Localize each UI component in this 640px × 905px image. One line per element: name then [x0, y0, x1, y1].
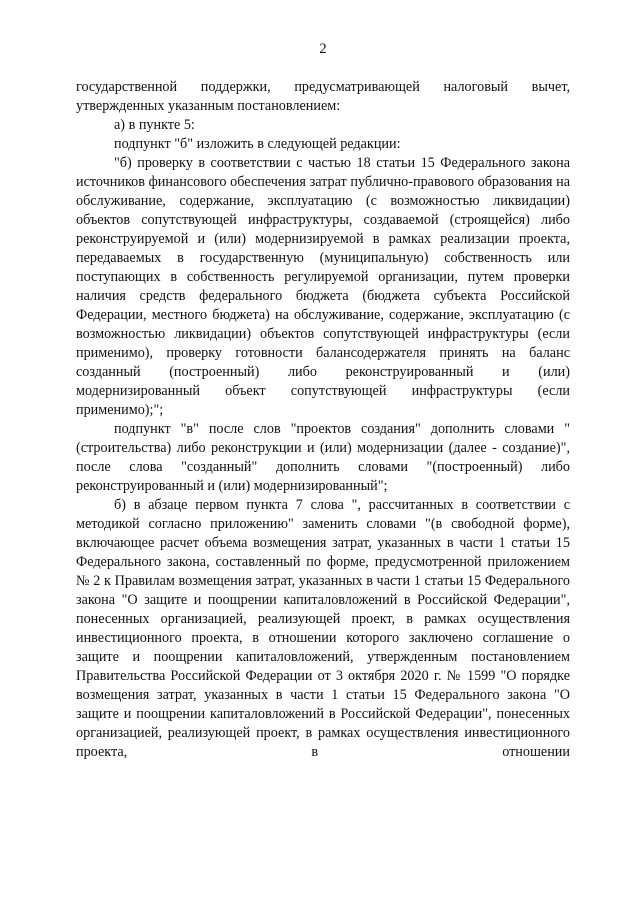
page-number: 2: [319, 41, 327, 57]
document-body: [76, 78, 570, 762]
paragraph-4: "б) проверку в соответствии с частью 18 статьи 15 Федерального закона источников финансового обеспечения затрат публично-правового образования на обслуживание, содержание, эксплуатацию (с возможностью ликвидации) объектов сопутствующей инфраструктуры, создаваемой (строящейся) либо реконструируемой и (или) модернизируемой в рамках реализации проекта, передаваемых в государственную (муниципальную) собственность или поступающих в собственность регулируемой организации, путем проверки наличия средств федерального бюджета (бюджета субъекта Российской Федерации, местного бюджета) на обслуживание, содержание, эксплуатацию (с возможностью ликвидации) объектов сопутствующей инфраструктуры (если применимо), проверку готовности балансодержателя принять на баланс созданный (построенный) либо реконструированный и (или) модернизированный объект сопутствующей инфраструктуры (если применимо);";: [76, 155, 570, 418]
paragraph-5: подпункт "в" после слов "проектов создания" дополнить словами "(строительства) либо реконструкции и (или) модернизации (далее - создание)", после слова "созданный" дополнить словами "(построенный) либо реконструированный и (или) модернизированный";: [76, 421, 570, 494]
paragraph-6: б) в абзаце первом пункта 7 слова ", рассчитанных в соответствии с методикой согласно приложению" заменить словами "(в свободной форме), включающее расчет объема возмещения затрат, указанных в части 1 статьи 15 Федерального закона, составленный по форме, предусмотренной приложением № 2 к Правилам возмещения затрат, указанных в части 1 статьи 15 Федерального закона "О защите и поощрении капиталовложений в Российской Федерации", понесенных организацией, реализующей проект, в рамках осуществления инвестиционного проекта, в отношении которого заключено соглашение о защите и поощрении капиталовложений, утвержденным постановлением Правительства Российской Федерации от 3 октября 2020 г. № 1599 "О порядке возмещения затрат, указанных в части 1 статьи 15 Федерального закона "О защите и поощрении капиталовложений в Российской Федерации", понесенных организацией, реализующей проект, в рамках осуществления инвестиционного проекта, в отношении: [76, 497, 570, 760]
paragraph-1: государственной поддержки, предусматривающей налоговый вычет, утвержденных указанным постановлением:: [76, 79, 570, 114]
paragraph-3: подпункт "б" изложить в следующей редакции:: [114, 136, 401, 152]
paragraph-2: а) в пункте 5:: [114, 117, 195, 133]
